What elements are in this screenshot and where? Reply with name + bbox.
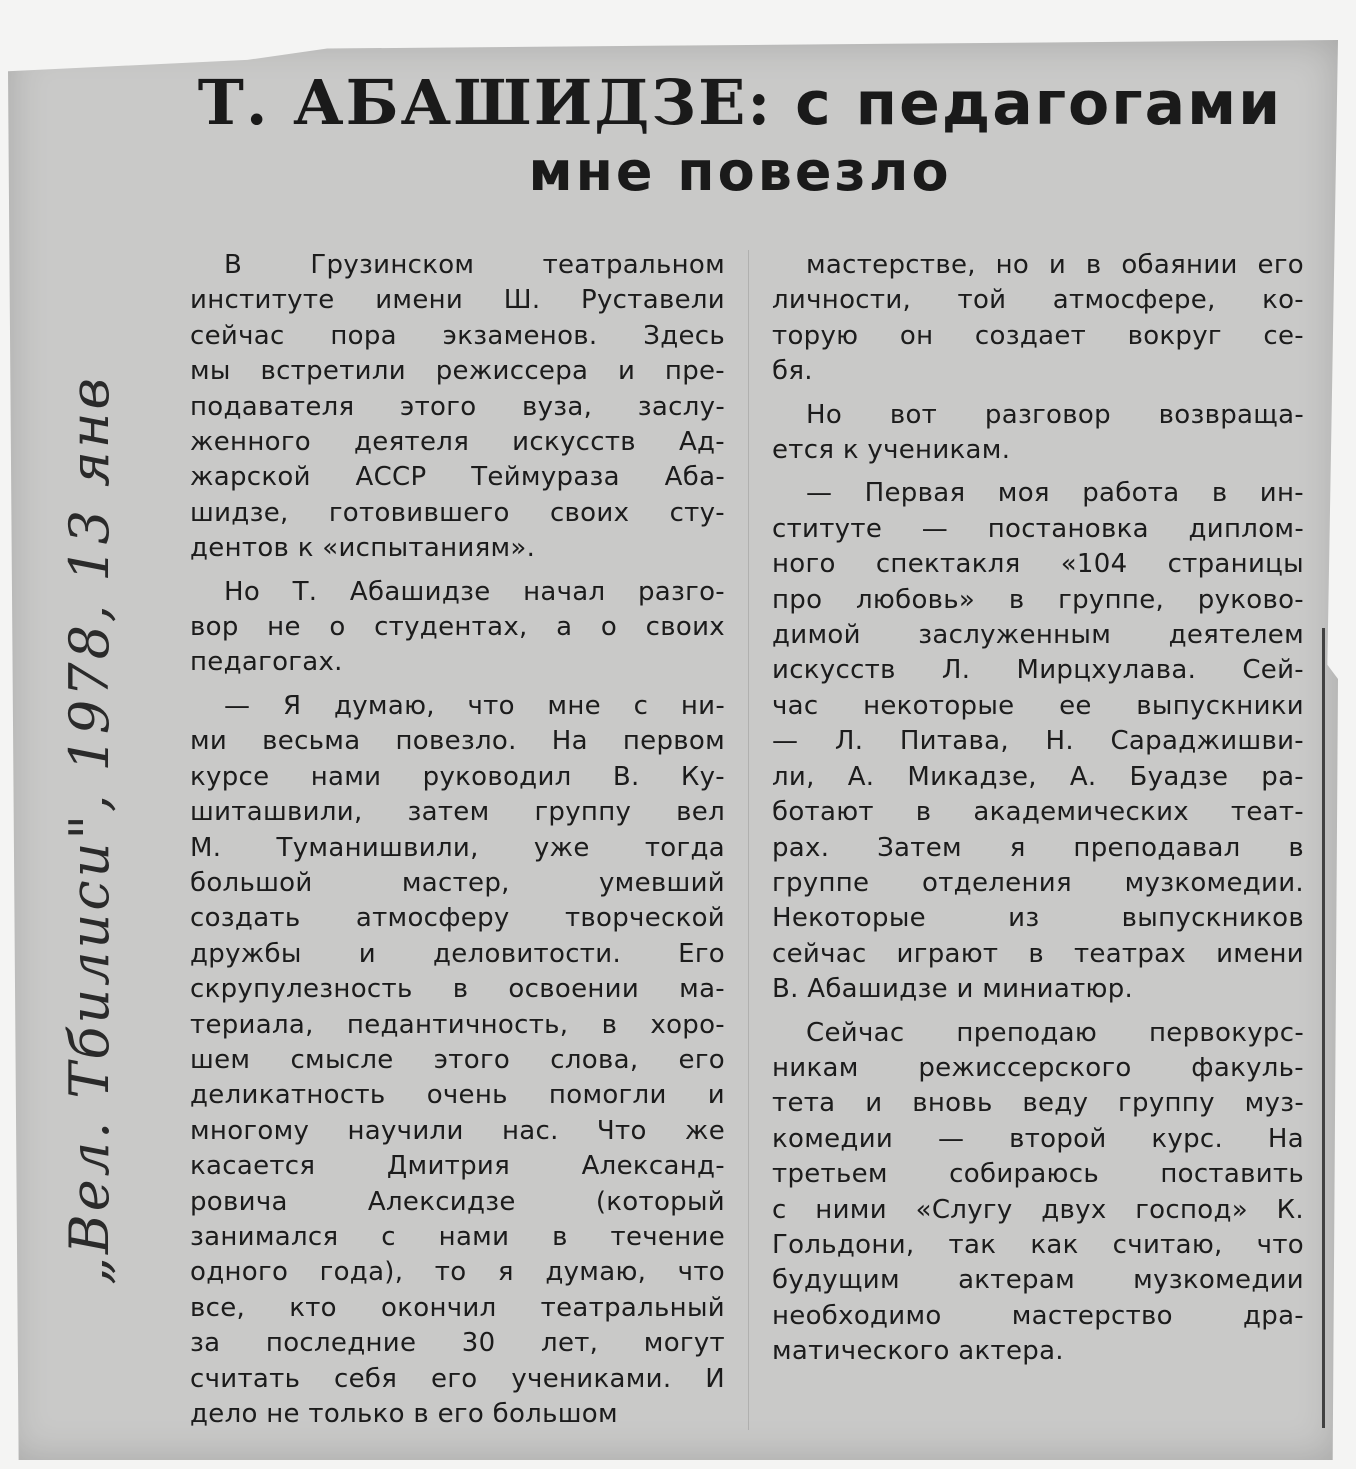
- paragraph-gap: [772, 468, 1304, 476]
- text-line: большой мастер, умевший: [190, 867, 725, 898]
- text-line: час некоторые ее выпускники: [772, 690, 1304, 721]
- text-line: личности, той атмосфере, ко-: [772, 285, 1304, 316]
- text-line: торую он создает вокруг се-: [772, 320, 1304, 351]
- text-line: курсе нами руководил В. Ку-: [190, 761, 725, 792]
- text-line: Но Т. Абашидзе начал разго-: [224, 576, 725, 607]
- text-line: бя.: [772, 356, 813, 387]
- text-line: ного спектакля «104 страницы: [772, 549, 1304, 580]
- paragraph-gap: [190, 681, 725, 689]
- text-line: педагогах.: [190, 647, 343, 678]
- paragraph: [772, 398, 1304, 469]
- text-line: ется к ученикам.: [772, 435, 1011, 466]
- text-line: М. Туманишвили, уже тогда: [190, 832, 725, 863]
- text-line: ровича Алексидзе (который: [190, 1186, 725, 1217]
- text-line: дело не только в его большом: [190, 1399, 618, 1429]
- paragraph-gap: [190, 567, 725, 575]
- paragraph: [772, 476, 1304, 1007]
- text-line: никам режиссерского факуль-: [772, 1052, 1304, 1083]
- article-column-left: [190, 248, 725, 1432]
- headline-line-1: [150, 66, 1330, 139]
- text-line: третьем собираюсь поставить: [772, 1159, 1304, 1190]
- text-line: многому научили нас. Что же: [190, 1115, 725, 1146]
- text-line: за последние 30 лет, могут: [190, 1328, 725, 1359]
- paragraph-gap: [772, 390, 1304, 398]
- text-line: жарской АССР Теймураза Аба-: [190, 462, 725, 493]
- text-line: с ними «Слугу двух господ» К.: [772, 1194, 1304, 1225]
- text-line: Сейчас преподаю первокурс-: [806, 1017, 1304, 1048]
- text-line: В. Абашидзе и миниатюр.: [772, 974, 1134, 1005]
- text-line: искусств Л. Мирцхулава. Сей-: [772, 655, 1304, 686]
- text-line: димой заслуженным деятелем: [772, 620, 1304, 651]
- text-line: Гольдони, так как считаю, что: [772, 1229, 1304, 1260]
- text-line: Некоторые из выпускников: [772, 903, 1304, 934]
- text-line: все, кто окончил театральный: [190, 1292, 725, 1323]
- text-line: одного года), то я думаю, что: [190, 1257, 725, 1288]
- text-line: ли, А. Микадзе, А. Буадзе ра-: [772, 761, 1304, 792]
- text-line: дентов к «испытаниям».: [190, 533, 536, 564]
- text-line: институте имени Ш. Руставели: [190, 285, 725, 316]
- article-column-right: [772, 248, 1304, 1370]
- paragraph: [772, 248, 1304, 390]
- text-line: шидзе, готовившего своих сту-: [190, 497, 725, 528]
- text-line: скрупулезность в освоении ма-: [190, 974, 725, 1005]
- text-line: матического актера.: [772, 1336, 1064, 1367]
- text-line: занимался с нами в течение: [190, 1221, 725, 1252]
- article-headline: [150, 66, 1330, 203]
- text-line: подавателя этого вуза, заслу-: [190, 391, 725, 422]
- text-line: териала, педантичность, в хоро-: [190, 1009, 725, 1040]
- text-line: рах. Затем я преподавал в: [772, 832, 1304, 863]
- paragraph: [190, 575, 725, 681]
- text-line: сейчас пора экзаменов. Здесь: [190, 320, 725, 351]
- text-line: деликатность очень помогли и: [190, 1080, 725, 1111]
- text-line: комедии — второй курс. На: [772, 1123, 1304, 1154]
- text-line: мастерстве, но и в обаянии его: [806, 250, 1304, 280]
- text-line: мы встретили режиссера и пре-: [190, 356, 725, 387]
- text-line: ми весьма повезло. На первом: [190, 726, 725, 757]
- text-line: создать атмосферу творческой: [190, 903, 725, 934]
- column-divider: [748, 250, 749, 1430]
- text-line: ституте — постановка диплом-: [772, 513, 1304, 544]
- text-line: будущим актерам музкомедии: [772, 1265, 1304, 1296]
- text-line: — Я думаю, что мне с ни-: [224, 690, 725, 721]
- text-line: ботают в академических теат-: [772, 797, 1304, 828]
- headline-line-1-rest: с педагогами: [795, 69, 1283, 139]
- text-line: шем смысле этого слова, его: [190, 1044, 725, 1075]
- text-line: — Первая моя работа в ин-: [806, 478, 1304, 509]
- headline-line-2: мне повезло: [528, 140, 952, 203]
- text-line: Но вот разговор возвраща-: [806, 399, 1304, 430]
- text-line: — Л. Питава, Н. Сараджишви-: [772, 726, 1304, 757]
- text-line: шиташвили, затем группу вел: [190, 797, 725, 828]
- text-line: тета и вновь веду группу муз-: [772, 1088, 1304, 1119]
- paragraph: [772, 1016, 1304, 1370]
- text-line: вор не о студентах, а о своих: [190, 612, 725, 643]
- text-line: В Грузинском театральном: [224, 250, 725, 280]
- paragraph: [190, 248, 725, 567]
- text-line: касается Дмитрия Александ-: [190, 1151, 725, 1182]
- text-line: необходимо мастерство дра-: [772, 1300, 1304, 1331]
- headline-name: Т. АБАШИДЗЕ:: [197, 66, 773, 139]
- text-line: сейчас играют в театрах имени: [772, 938, 1304, 969]
- handwritten-source-note: „Вел. Тбилиси", 1978, 13 янв: [58, 375, 121, 1285]
- paragraph-gap: [772, 1008, 1304, 1016]
- text-line: считать себя его учениками. И: [190, 1363, 725, 1394]
- text-line: группе отделения музкомедии.: [772, 867, 1304, 898]
- paragraph: [190, 689, 725, 1433]
- clipping-cut-edge: [1322, 628, 1325, 1428]
- text-line: дружбы и деловитости. Его: [190, 938, 725, 969]
- text-line: женного деятеля искусств Ад-: [190, 427, 725, 458]
- text-line: про любовь» в группе, руково-: [772, 584, 1304, 615]
